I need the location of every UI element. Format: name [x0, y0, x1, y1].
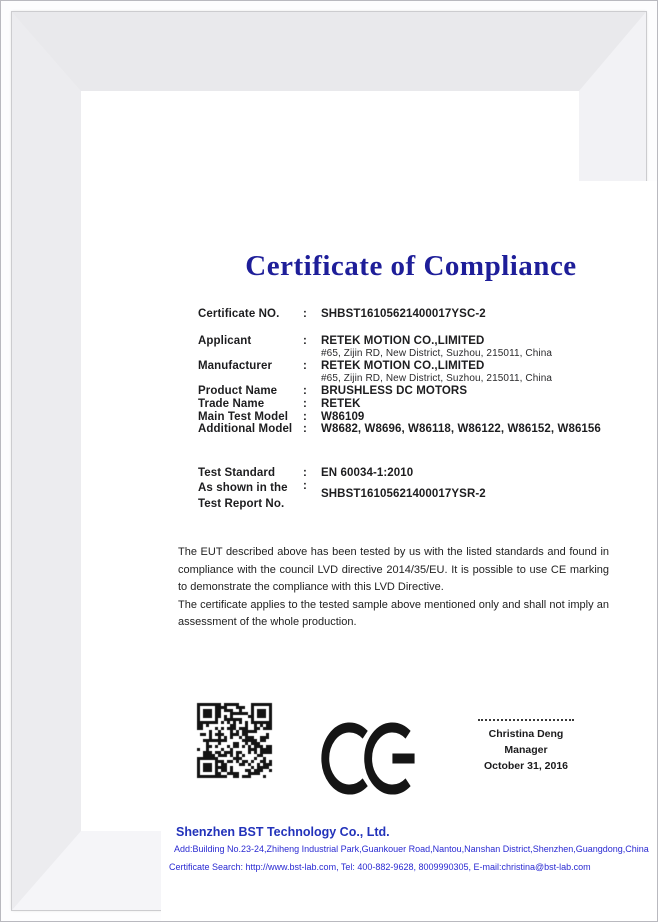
qr-code — [196, 702, 273, 779]
field-label: Trade Name — [198, 397, 265, 410]
colon-separator: : — [303, 480, 307, 492]
signature-date: October 31, 2016 — [483, 760, 569, 772]
colon-separator: : — [303, 308, 307, 320]
applicant-value: RETEK MOTION CO.,LIMITED — [321, 335, 485, 347]
test-report-row — [198, 480, 641, 512]
test-report-label-line1: As shown in the — [198, 482, 288, 494]
trade-name-value: RETEK — [321, 397, 361, 410]
issuer-footer — [161, 826, 658, 873]
applicant-address-row — [198, 348, 641, 361]
marks-row — [196, 702, 581, 800]
manufacturer-address: #65, Zijin RD, New District, Suzhou, 215011, China — [321, 372, 553, 384]
additional-model-value: W8682, W8696, W86118, W86122, W86152, W86156 — [321, 423, 601, 436]
signature-dotted-line — [478, 719, 574, 721]
colon-separator: : — [303, 385, 307, 398]
manufacturer-row — [198, 360, 641, 373]
field-label: Product Name — [198, 385, 278, 398]
certificate-title: Certificate of Compliance — [245, 250, 577, 282]
statement-paragraph-2: The certificate applies to the tested sample above mentioned only and shall not imply an assessment of the whole production. — [178, 598, 609, 629]
field-label: Certificate NO. — [198, 308, 280, 320]
signatory-role: Manager — [504, 744, 548, 756]
product-name-row — [198, 385, 641, 398]
test-report-value: SHBST16105621400017YSR-2 — [321, 488, 486, 500]
colon-separator: : — [303, 397, 307, 410]
colon-separator: : — [303, 423, 307, 436]
colon-separator: : — [303, 360, 307, 373]
test-standard-row — [198, 467, 641, 480]
trade-name-row — [198, 398, 641, 411]
signatory-name: Christina Deng — [488, 728, 564, 740]
product-name-value: BRUSHLESS DC MOTORS — [321, 385, 468, 398]
colon-separator: : — [303, 335, 307, 347]
field-label: Test Standard — [198, 467, 276, 479]
applicant-row — [198, 335, 641, 348]
applicant-address: #65, Zijin RD, New District, Suzhou, 215011, China — [321, 347, 553, 359]
field-label — [198, 480, 303, 512]
field-label: Manufacturer — [198, 360, 273, 373]
manufacturer-value: RETEK MOTION CO.,LIMITED — [321, 360, 485, 373]
test-standard-value: EN 60034-1:2010 — [321, 467, 414, 479]
manufacturer-address-row — [198, 373, 641, 386]
field-label: Main Test Model — [198, 410, 289, 423]
product-fields — [161, 335, 658, 436]
issuer-address: Add:Building No.23-24,Zhiheng Industrial Park,Guankouer Road,Nantou,Nanshan District,Shenzhen,Guangdong,China — [174, 844, 649, 854]
field-label: Additional Model — [198, 423, 293, 436]
colon-separator: : — [303, 410, 307, 423]
picture-frame — [12, 12, 649, 910]
compliance-statement — [178, 544, 609, 632]
main-test-model-value: W86109 — [321, 410, 365, 423]
main-test-model-row — [198, 411, 641, 424]
test-report-label-line2: Test Report No. — [198, 498, 285, 510]
colon-separator: : — [303, 467, 307, 479]
additional-model-row — [198, 423, 641, 436]
certificate-number-value: SHBST16105621400017YSC-2 — [321, 308, 486, 320]
field-label: Applicant — [198, 335, 252, 347]
ce-mark-icon — [321, 722, 421, 800]
issuer-company-name: Shenzhen BST Technology Co., Ltd. — [176, 825, 390, 839]
signature-block — [471, 719, 581, 774]
certificate-paper — [161, 181, 658, 922]
issuer-contact-line: Certificate Search: http://www.bst-lab.com, Tel: 400-882-9628, 8009990305, E-mail:christina@bst-lab.com — [169, 861, 591, 872]
statement-paragraph-1: The EUT described above has been tested by us with the listed standards and found in compliance with the council LVD directive 2014/35/EU. It is possible to use CE marking to demonstrate the compliance with this LVD Directive. — [178, 546, 609, 594]
certificate-number-row — [198, 308, 641, 321]
